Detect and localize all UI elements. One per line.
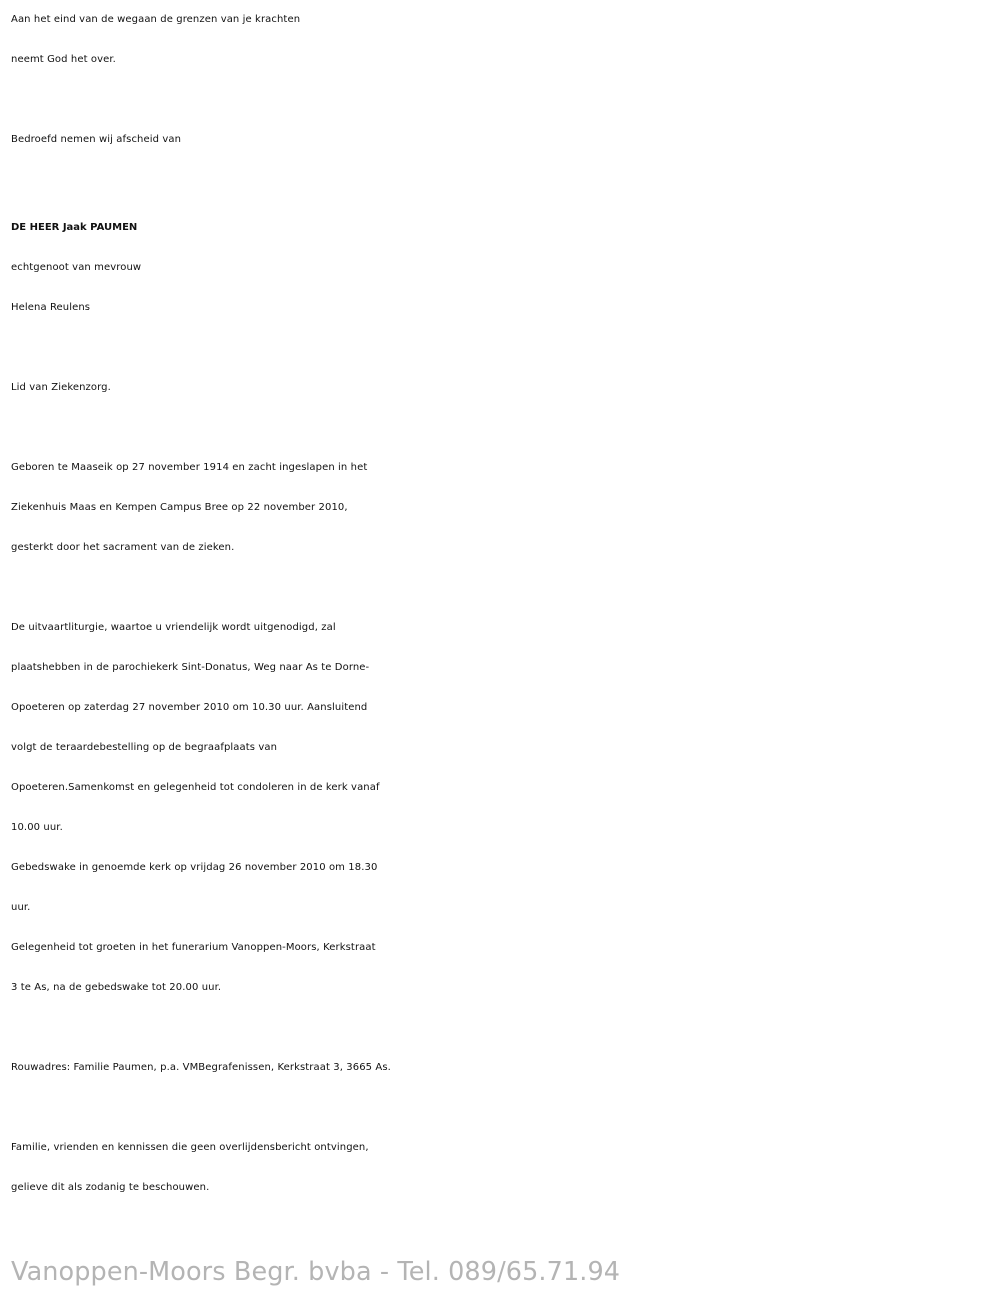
spacer [11, 1008, 996, 1048]
spacer [11, 568, 996, 608]
birth-death-line-3: gesterkt door het sacrament van de zieken. [11, 542, 235, 553]
notice-line-1: Familie, vrienden en kennissen die geen overlijdensbericht ontvingen, [11, 1142, 369, 1153]
funeral-line-1: De uitvaartliturgie, waartoe u vriendelijk wordt uitgenodigd, zal [11, 622, 336, 633]
notice-line-2: gelieve dit als zodanig te beschouwen. [11, 1182, 210, 1193]
funeral-line-2: plaatshebben in de parochiekerk Sint-Donatus, Weg naar As te Dorne- [11, 662, 370, 673]
quote-line-1: Aan het eind van de wegaan de grenzen van je krachten [11, 14, 301, 25]
spacer [11, 1088, 996, 1128]
birth-death-line-1: Geboren te Maaseik op 27 november 1914 en zacht ingeslapen in het [11, 462, 368, 473]
obituary-notice [11, 0, 996, 1208]
quote-line-2: neemt God het over. [11, 54, 116, 65]
spacer [11, 80, 996, 120]
membership-text: Lid van Ziekenzorg. [11, 382, 111, 393]
funeral-line-6: 10.00 uur. [11, 822, 63, 833]
spacer [11, 408, 996, 448]
funeral-line-9: Gelegenheid tot groeten in het funerarium Vanoppen-Moors, Kerkstraat [11, 942, 376, 953]
funeral-line-3: Opoeteren op zaterdag 27 november 2010 om 10.30 uur. Aansluitend [11, 702, 368, 713]
funeral-line-4: volgt de teraardebestelling op de begraafplaats van [11, 742, 278, 753]
spouse-line-2: Helena Reulens [11, 302, 91, 313]
mourning-address: Rouwadres: Familie Paumen, p.a. VMBegrafenissen, Kerkstraat 3, 3665 As. [11, 1062, 391, 1073]
birth-death-line-2: Ziekenhuis Maas en Kempen Campus Bree op 22 november 2010, [11, 502, 348, 513]
intro-text: Bedroefd nemen wij afscheid van [11, 134, 182, 145]
spacer [11, 328, 996, 368]
funeral-line-10: 3 te As, na de gebedswake tot 20.00 uur. [11, 982, 222, 993]
funeral-line-8: uur. [11, 902, 31, 913]
funeral-line-7: Gebedswake in genoemde kerk op vrijdag 26 november 2010 om 18.30 [11, 862, 378, 873]
spacer [11, 160, 996, 208]
funeral-home-footer: Vanoppen-Moors Begr. bvba - Tel. 089/65.71.94 [11, 1257, 621, 1287]
funeral-line-5: Opoeteren.Samenkomst en gelegenheid tot condoleren in de kerk vanaf [11, 782, 380, 793]
spouse-line-1: echtgenoot van mevrouw [11, 262, 142, 273]
deceased-name: DE HEER Jaak PAUMEN [11, 222, 138, 233]
